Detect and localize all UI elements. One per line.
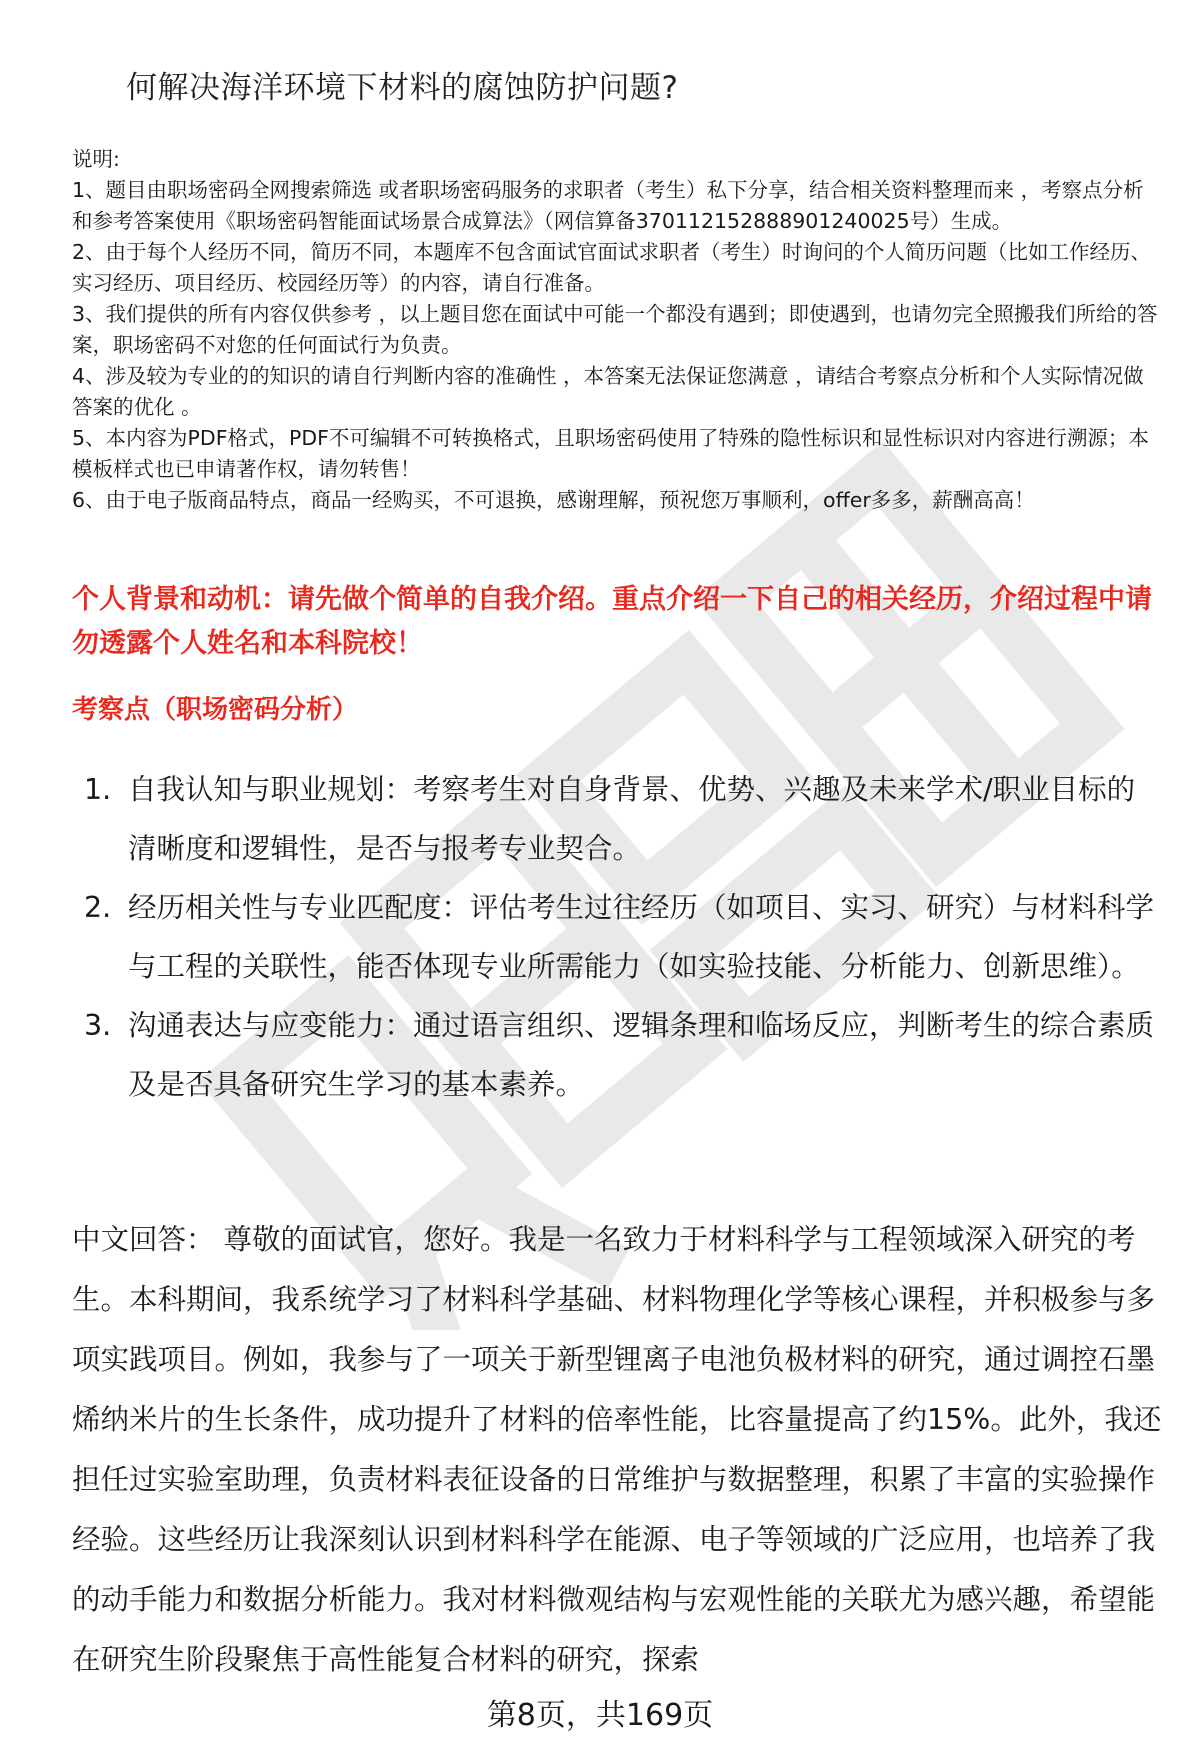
interview-question: 个人背景和动机：请先做个简单的自我介绍。重点介绍一下自己的相关经历，介绍过程中请勿透露个人姓名和本科院校！ [72, 584, 1152, 659]
document-title: 何解决海洋环境下材料的腐蚀防护问题? [126, 70, 679, 106]
note-item: 4、涉及较为专业的的知识的请自行判断内容的准确性 ，本答案无法保证您满意 ，请结合考察点分析和个人实际情况做答案的优化 。 [72, 364, 1144, 419]
notes-section [72, 144, 1162, 516]
assessment-points-list [72, 760, 1162, 1114]
note-item: 3、我们提供的所有内容仅供参考 ，以上题目您在面试中可能一个都没有遇到；即使遇到，也请勿完全照搬我们所给的答案，职场密码不对您的任何面试行为负责。 [72, 302, 1158, 357]
answer-text: 中文回答： 尊敬的面试官，您好。我是一名致力于材料科学与工程领域深入研究的考生。本科期间，我系统学习了材料科学基础、材料物理化学等核心课程，并积极参与多项实践项目。例如，我参与了一项关于新型锂离子电池负极材料的研究，通过调控石墨烯纳米片的生长条件，成功提升了材料的倍率性能，比容量提高了约15%。此外，我还担任过实验室助理，负责材料表征设备的日常维护与数据整理，积累了丰富的实验操作经验。这些经历让我深刻认识到材料科学在能源、电子等领域的广泛应用，也培养了我的动手能力和数据分析能力。我对材料微观结构与宏观性能的关联尤为感兴趣，希望能在研究生阶段聚焦于高性能复合材料的研究，探索 [72, 1223, 1162, 1676]
points-heading: 考察点（职场密码分析） [72, 695, 359, 725]
note-item: 6、由于电子版商品特点，商品一经购买，不可退换，感谢理解，预祝您万事顺利，offer多多，薪酬高高！ [72, 488, 1035, 512]
note-item: 2、由于每个人经历不同，简历不同，本题库不包含面试官面试求职者（考生）时询问的个人简历问题（比如工作经历、实习经历、项目经历、校园经历等）的内容，请自行准备。 [72, 240, 1152, 295]
point-text: 沟通表达与应变能力：通过语言组织、逻辑条理和临场反应，判断考生的综合素质及是否具备研究生学习的基本素养。 [128, 1009, 1155, 1101]
note-item: 5、本内容为PDF格式，PDF不可编辑不可转换格式，且职场密码使用了特殊的隐性标识和显性标识对内容进行溯源；本模板样式也已申请著作权，请勿转售！ [72, 426, 1149, 481]
note-item: 1、题目由职场密码全网搜索筛选 或者职场密码服务的求职者（考生）私下分享，结合相关资料整理而来 ，考察点分析和参考答案使用《职场密码智能面试场景合成算法》（网信算备370112152888901240025号）生成。 [72, 178, 1144, 233]
point-number: 3. [84, 1009, 112, 1042]
notes-label: 说明: [72, 147, 120, 171]
point-number: 2. [84, 891, 112, 924]
assessment-point [72, 996, 1162, 1114]
assessment-point [72, 878, 1162, 996]
point-text: 自我认知与职业规划：考察考生对自身背景、优势、兴趣及未来学术/职业目标的清晰度和逻辑性，是否与报考专业契合。 [128, 773, 1136, 865]
page-number: 第8页，共169页 [486, 1698, 714, 1733]
assessment-point [72, 760, 1162, 878]
point-number: 1. [84, 773, 112, 806]
point-text: 经历相关性与专业匹配度：评估考生过往经历（如项目、实习、研究）与材料科学与工程的关联性，能否体现专业所需能力（如实验技能、分析能力、创新思维）。 [128, 891, 1155, 983]
